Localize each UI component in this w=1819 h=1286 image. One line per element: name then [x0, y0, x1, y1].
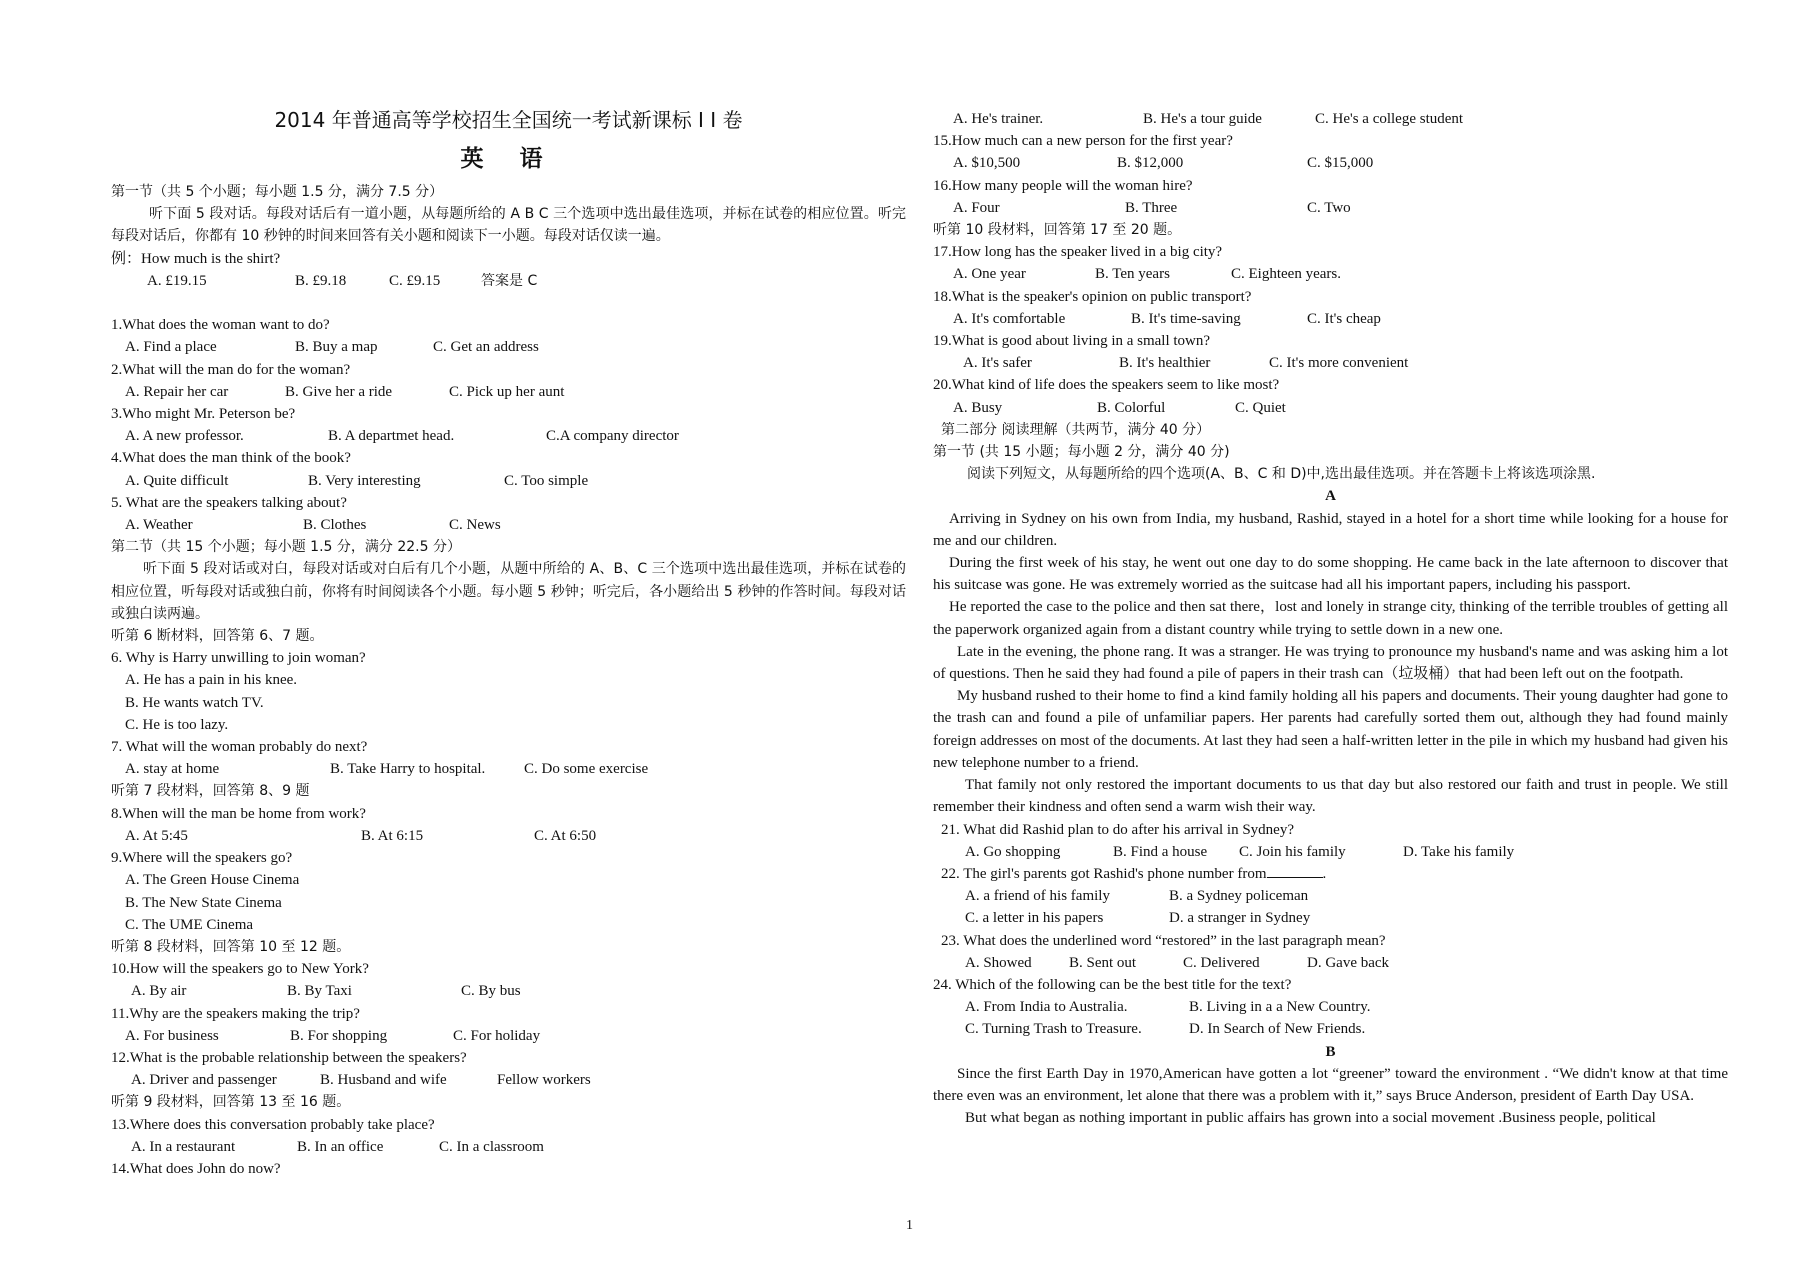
example-question: 例：How much is the shirt? [111, 250, 281, 267]
option-d: D. In Search of New Friends. [1189, 1021, 1366, 1038]
question-20-options [933, 397, 1728, 419]
option-c: C. Eighteen years. [1231, 266, 1341, 283]
part2-heading: 第二部分 阅读理解（共两节，满分 40 分） [941, 421, 1211, 438]
question-22-options-cd [933, 907, 1728, 929]
question-10: 10.How will the speakers go to New York? [111, 961, 369, 978]
material-10-heading: 听第 10 段材料，回答第 17 至 20 题。 [933, 222, 1182, 239]
section1-instructions: 听下面 5 段对话。每段对话后有一道小题，从每题所给的 A B C 三个选项中选出最佳选项，并标在试卷的相应位置。听完每段对话后，你都有 10 秒钟的时间来回答有关小题和阅读下一小题。每段对话仅读一遍。 [111, 206, 906, 245]
material-9-heading: 听第 9 段材料，回答第 13 至 16 题。 [111, 1094, 351, 1111]
option-c: C. Join his family [1239, 843, 1346, 860]
passage-a-paragraph-2: During the first week of his stay, he went out one day to do some shopping. He came back in the late afternoon to discover that his suitcase was gone. He was extremely worried as the suitcase had all his important papers, including his passport. [933, 555, 1728, 594]
option-b: B. It's time-saving [1131, 310, 1241, 327]
option-b: B. a Sydney policeman [1169, 888, 1309, 905]
question-11: 11.Why are the speakers making the trip? [111, 1005, 360, 1022]
option-a: A. £19.15 [147, 272, 207, 289]
question-23: 23. What does the underlined word “restored” in the last paragraph mean? [941, 932, 1386, 949]
question-21: 21. What did Rashid plan to do after his arrival in Sydney? [941, 821, 1294, 838]
question-5-options [111, 514, 906, 536]
spacer [111, 292, 906, 314]
option-a: A. Go shopping [965, 843, 1061, 860]
option-b: B. Living in a a New Country. [1189, 999, 1371, 1016]
section2-heading: 第二节（共 15 个小题；每小题 1.5 分，满分 22.5 分） [111, 539, 461, 556]
option-b: B. He's a tour guide [1143, 111, 1262, 127]
passage-a-paragraph-3: He reported the case to the police and then sat there，lost and lonely in strange city, thinking of the terrible troubles of getting all the paperwork organized again from a distant country while trying to settle down in a new one. [933, 599, 1728, 638]
option-a: A. In a restaurant [131, 1138, 236, 1155]
option-a: A. From India to Australia. [965, 999, 1128, 1016]
option-c: C. For holiday [453, 1027, 541, 1044]
question-2: 2.What will the man do for the woman? [111, 361, 351, 378]
option-a: A. By air [131, 983, 187, 1000]
question-22-options-ab [933, 885, 1728, 907]
question-15-options [933, 152, 1728, 174]
option-a: A. Showed [965, 954, 1032, 971]
option-a: A. Four [953, 199, 1000, 216]
option-b: B. It's healthier [1119, 355, 1211, 372]
right-column [933, 108, 1728, 1129]
question-7-options [111, 758, 906, 780]
option-a: A. One year [953, 266, 1026, 283]
question-3-options [111, 425, 906, 447]
question-3: 3.Who might Mr. Peterson be? [111, 406, 296, 423]
option-c: C. It's more convenient [1269, 355, 1409, 372]
option-a: A. At 5:45 [125, 827, 188, 844]
question-5: 5. What are the speakers talking about? [111, 494, 347, 511]
section1-heading: 第一节（共 5 个小题；每小题 1.5 分，满分 7.5 分） [111, 184, 444, 200]
question-20: 20.What kind of life does the speakers seem to like most? [933, 377, 1280, 394]
option-b: B. Ten years [1095, 266, 1170, 283]
option-b: B. Give her a ride [285, 383, 393, 400]
question-14-options [933, 108, 1728, 130]
example-options [111, 270, 906, 292]
question-24: 24. Which of the following can be the best title for the text? [933, 976, 1292, 993]
question-4: 4.What does the man think of the book? [111, 450, 351, 467]
question-19: 19.What is good about living in a small town? [933, 333, 1211, 350]
option-a: A. Busy [953, 399, 1003, 416]
option-c: C. Do some exercise [524, 761, 649, 778]
question-18: 18.What is the speaker's opinion on public transport? [933, 288, 1252, 305]
option-a: A. A new professor. [125, 428, 244, 445]
answer-note: 答案是 C [481, 272, 538, 289]
option-c: C. £9.15 [389, 272, 441, 289]
option-a: A. Quite difficult [125, 472, 229, 489]
option-c: C. It's cheap [1307, 310, 1381, 327]
question-17-options [933, 263, 1728, 285]
question-6-option-a: A. He has a pain in his knee. [125, 672, 298, 689]
option-a: A. It's safer [963, 355, 1032, 372]
question-7: 7. What will the woman probably do next? [111, 739, 368, 756]
option-a: A. It's comfortable [953, 310, 1066, 327]
passage-b-paragraph-2: But what began as nothing important in public affairs has grown into a social movement .Business people, political [965, 1110, 1656, 1127]
question-8-options [111, 825, 906, 847]
question-24-options-cd [933, 1018, 1728, 1040]
option-d: D. Gave back [1307, 954, 1390, 971]
question-4-options [111, 470, 906, 492]
option-b: B. Clothes [303, 517, 367, 534]
question-13: 13.Where does this conversation probably take place? [111, 1116, 435, 1133]
question-6-option-b: B. He wants watch TV. [125, 694, 264, 711]
option-b: B. Three [1125, 199, 1178, 216]
option-c: C. News [449, 517, 501, 534]
question-6-option-c: C. He is too lazy. [125, 716, 229, 733]
passage-a-label: A [1325, 488, 1336, 505]
option-d: D. Take his family [1403, 843, 1515, 860]
option-c: C. By bus [461, 983, 521, 1000]
exam-title: 2014 年普通高等学校招生全国统一考试新课标 I I 卷 [274, 108, 743, 132]
option-a: A. Repair her car [125, 383, 229, 400]
question-16: 16.How many people will the woman hire? [933, 177, 1193, 194]
question-9-option-c: C. The UME Cinema [125, 916, 254, 933]
question-8: 8.When will the man be home from work? [111, 805, 366, 822]
option-b: B. $12,000 [1117, 155, 1184, 172]
option-b: B. At 6:15 [361, 827, 424, 844]
option-c: C. At 6:50 [534, 827, 597, 844]
option-a: A. For business [125, 1027, 219, 1044]
question-15: 15.How much can a new person for the first year? [933, 133, 1233, 150]
option-a: A. Weather [125, 517, 193, 534]
material-7-heading: 听第 7 段材料，回答第 8、9 题 [111, 783, 310, 800]
option-b: B. Very interesting [308, 472, 421, 489]
answer-blank [1267, 863, 1323, 878]
question-24-options-ab [933, 996, 1728, 1018]
passage-b-label: B [1325, 1043, 1336, 1060]
option-c: C. Two [1307, 199, 1351, 216]
passage-a-paragraph-6: That family not only restored the important documents to us that day but also restored our faith and trust in people. We still remember their kindness and often send a warm wish their way. [933, 777, 1728, 816]
page-number: 1 [906, 1218, 913, 1233]
option-b: B. Take Harry to hospital. [330, 761, 486, 778]
option-c: C. Quiet [1235, 399, 1286, 416]
question-1-options [111, 336, 906, 358]
option-c: C. a letter in his papers [965, 910, 1104, 927]
question-21-options [933, 841, 1728, 863]
option-b: B. For shopping [290, 1027, 388, 1044]
part2-section1-heading: 第一节 (共 15 小题；每小题 2 分，满分 40 分) [933, 444, 1230, 461]
option-a: A. He's trainer. [953, 111, 1044, 127]
question-22-text: 22. The girl's parents got Rashid's phone number from [941, 865, 1267, 882]
passage-a-paragraph-4: Late in the evening, the phone rang. It was a stranger. He was trying to pronounce my husband's name and was asking him a lot of questions. Then he said they had found a pile of papers in their trash can（垃圾桶）that had been left out on the footpath. [933, 643, 1728, 683]
question-1: 1.What does the woman want to do? [111, 317, 330, 334]
option-a: A. $10,500 [953, 155, 1021, 172]
option-c: C. $15,000 [1307, 155, 1374, 172]
option-a: A. Driver and passenger [131, 1072, 277, 1089]
question-22-end: . [1322, 865, 1327, 882]
option-b: B. Sent out [1069, 954, 1137, 971]
option-c: C. Delivered [1183, 954, 1260, 971]
option-b: B. Colorful [1097, 399, 1166, 416]
option-d: D. a stranger in Sydney [1169, 910, 1311, 927]
option-c: C. Too simple [504, 472, 589, 489]
question-11-options [111, 1025, 906, 1047]
option-b: B. £9.18 [295, 272, 347, 289]
question-16-options [933, 197, 1728, 219]
question-23-options [933, 952, 1728, 974]
question-22 [933, 863, 1728, 885]
question-9-option-a: A. The Green House Cinema [125, 872, 300, 889]
option-b: B. Buy a map [295, 339, 378, 356]
part2-instructions: 阅读下列短文，从每题所给的四个选项(A、B、C 和 D)中,选出最佳选项。并在答题卡上将该选项涂黑. [967, 466, 1596, 483]
question-12: 12.What is the probable relationship between the speakers? [111, 1049, 467, 1066]
option-b: B. A departmet head. [328, 428, 455, 445]
material-6-heading: 听第 6 断材料，回答第 6、7 题。 [111, 628, 324, 645]
option-b: B. Husband and wife [320, 1072, 447, 1089]
passage-b-paragraph-1: Since the first Earth Day in 1970,American have gotten a lot “greener” toward the environment . “We didn't know at that time there even was an environment, let alone that there was a problem with it,” says Bruce Anderson, president of Earth Day USA. [933, 1065, 1728, 1104]
question-10-options [111, 980, 906, 1002]
question-9: 9.Where will the speakers go? [111, 850, 293, 867]
question-14: 14.What does John do now? [111, 1160, 281, 1177]
option-c: C.A company director [546, 428, 679, 445]
left-column [111, 105, 906, 1180]
option-c: C. Pick up her aunt [449, 383, 565, 400]
question-17: 17.How long has the speaker lived in a big city? [933, 244, 1223, 261]
subject-heading: 英 语 [460, 146, 557, 172]
passage-a-paragraph-5: My husband rushed to their home to find a kind family holding all his papers and documents. Their young daughter had gone to the trash can and found a pile of unfamiliar papers. Her parents had carefully sorted them out, although they had found mainly foreign addresses on most of the documents. At last they had seen a half-written letter in the pile in which my husband had given his new telephone number to a friend. [933, 688, 1728, 771]
passage-a-paragraph-1: Arriving in Sydney on his own from India, my husband, Rashid, stayed in a hotel for a short time while looking for a house for me and our children. [933, 510, 1728, 549]
option-c: C. He's a college student [1315, 111, 1464, 127]
option-c: C. Get an address [433, 339, 539, 356]
material-8-heading: 听第 8 段材料，回答第 10 至 12 题。 [111, 938, 351, 955]
question-6: 6. Why is Harry unwilling to join woman? [111, 650, 366, 667]
option-b: B. Find a house [1113, 843, 1208, 860]
question-9-option-b: B. The New State Cinema [125, 894, 282, 911]
section2-instructions: 听下面 5 段对话或对白，每段对话或对白后有几个小题，从题中所给的 A、B、C 三个选项中选出最佳选项，并标在试卷的相应位置，听每段对话或独白前，你将有时间阅读各个小题。每小题 5 秒钟；听完后，各小题给出 5 秒钟的作答时间。每段对话或独白读两遍。 [111, 561, 906, 622]
option-b: B. By Taxi [287, 983, 352, 1000]
option-b: B. In an office [297, 1138, 384, 1155]
question-12-options [111, 1069, 906, 1091]
option-c: C. Turning Trash to Treasure. [965, 1021, 1142, 1038]
option-a: A. a friend of his family [965, 888, 1110, 905]
option-c: C. In a classroom [439, 1138, 544, 1155]
question-2-options [111, 381, 906, 403]
option-a: A. Find a place [125, 339, 217, 356]
option-c: Fellow workers [497, 1072, 591, 1089]
question-18-options [933, 308, 1728, 330]
question-19-options [933, 352, 1728, 374]
option-a: A. stay at home [125, 761, 220, 778]
question-13-options [111, 1136, 906, 1158]
